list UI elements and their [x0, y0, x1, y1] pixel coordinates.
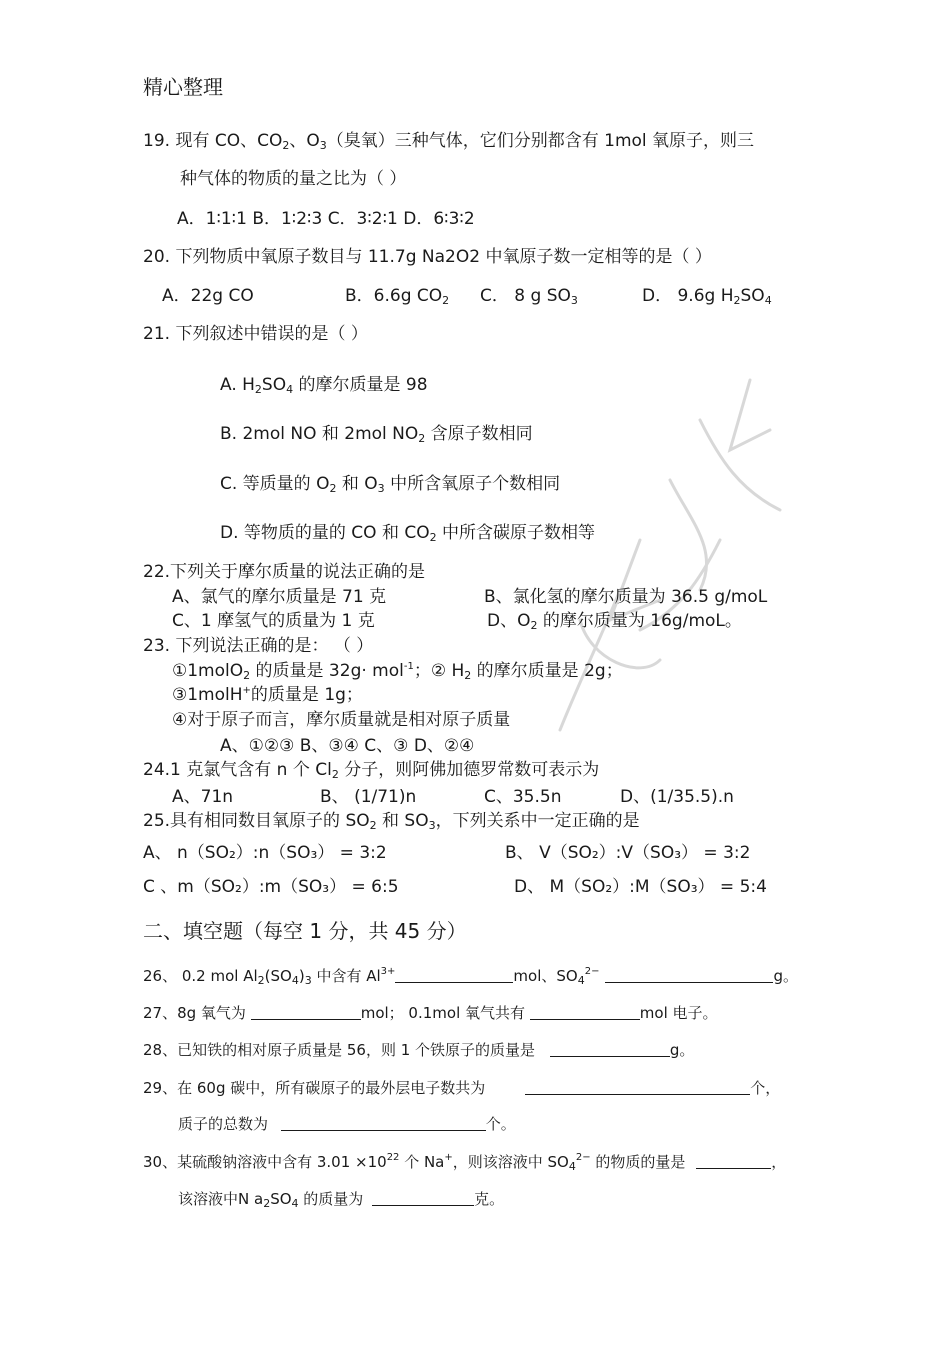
q20-stem: 20. 下列物质中氧原子数目与 11.7g Na2O2 中氧原子数一定相等的是（ ） [143, 247, 712, 267]
q19-stem-line2: 种气体的物质的量之比为（ ） [180, 169, 407, 189]
q26-blank-so4[interactable] [605, 968, 773, 983]
q20-option-b: B．6.6g $CO_2$ [345, 286, 450, 307]
q23-options: A、①②③ B、③④ C、③ D、②④ [220, 736, 475, 756]
q22-option-c: C、1 摩氢气的质量为 1 克 [172, 611, 375, 631]
q27-line: 27、8g 氧气为 mol； 0.1mol 氧气共有 mol 电子。 [143, 1004, 718, 1022]
q30-line2: 该溶液中N $a_2SO_4$ 的质量为 克。 [178, 1190, 505, 1210]
q19-stem: 19. 现有 CO、$CO_2$、$O_3$（臭氧）三种气体，它们分别都含有 1mol 氧原子，则三 [143, 131, 755, 152]
q21-option-c: C. 等质量的 $O_2$ 和 $O_3$ 中所含氧原子个数相同 [220, 474, 561, 495]
q30-line1: 30、某硫酸钠溶液中含有 $3.01 \times 10^{22}$ 个 Na+，则该溶液中 $SO_4^{2-}$ 的物质的量是 ， [143, 1152, 787, 1173]
watermark-scribble [520, 360, 820, 760]
q22-option-d: D、$O_2$ 的摩尔质量为 16g/moL。 [487, 611, 742, 632]
q22-stem: 22.下列关于摩尔质量的说法正确的是 [143, 562, 426, 582]
q25-option-d: D、 M（SO₂）:M（SO₃） = 5:4 [514, 877, 767, 897]
q27-blank-mol[interactable] [251, 1005, 361, 1020]
q26-blank-al[interactable] [395, 968, 513, 983]
q20-option-c: C． 8 g $SO_3$ [480, 286, 578, 307]
q26-line: 26、 0.2 mol $Al_2(SO_4)_3$ 中含有 $Al^{3+}$ mol、$SO_4^{2-}$ g。 [143, 966, 798, 987]
q29-blank-electrons[interactable] [525, 1080, 750, 1095]
q24-option-a: A、71n [172, 787, 234, 807]
q25-option-c: C 、m（SO₂）:m（SO₃） = 6:5 [143, 877, 399, 897]
q24-option-b: B、 (1/71)n [320, 787, 417, 807]
q21-option-d: D. 等物质的量的 CO 和 $CO_2$ 中所含碳原子数相等 [220, 523, 596, 544]
q23-stem: 23. 下列说法正确的是： （ ） [143, 636, 374, 656]
q29-line1: 29、在 60g 碳中，所有碳原子的最外层电子数共为 个， [143, 1079, 781, 1097]
q20-option-a: A．22g CO [162, 286, 254, 306]
q30-blank-moles[interactable] [696, 1154, 771, 1169]
q21-stem: 21. 下列叙述中错误的是（ ） [143, 324, 368, 344]
section-2-title: 二、填空题（每空 1 分，共 45 分） [143, 919, 467, 943]
page-header-title: 精心整理 [143, 75, 223, 99]
q23-item-3: ③1molH+的质量是 1g； [172, 685, 363, 705]
q21-option-b: B. 2mol NO 和 2mol $NO_2$ 含原子数相同 [220, 424, 533, 445]
q23-item-4: ④对于原子而言，摩尔质量就是相对原子质量 [172, 710, 511, 730]
q24-option-d: D、(1/35.5).n [620, 787, 734, 807]
q23-item-1-2: ①1molO$_2$ 的质量是 32g· mol$^{-1}$；② $H_2$ 的摩尔质量是 2g； [172, 661, 623, 682]
q30-blank-mass[interactable] [372, 1191, 474, 1206]
q29-line2: 质子的总数为 个。 [178, 1115, 516, 1133]
q24-stem: 24.1 克氯气含有 n 个 $Cl_2$ 分子，则阿佛加德罗常数可表示为 [143, 760, 600, 781]
q19-options: A．1∶1∶1 B．1∶2∶3 C．3∶2∶1 D．6∶3∶2 [177, 209, 475, 229]
q22-option-a: A、氯气的摩尔质量是 71 克 [172, 587, 387, 607]
q25-option-b: B、 V（SO₂）:V（SO₃） = 3:2 [505, 843, 751, 863]
q28-blank[interactable] [550, 1042, 670, 1057]
q24-option-c: C、35.5n [484, 787, 562, 807]
q21-option-a: A. $H_2SO_4$ 的摩尔质量是 98 [220, 375, 428, 396]
q25-stem: 25.具有相同数目氧原子的 $SO_2$ 和 $SO_3$，下列关系中一定正确的是 [143, 811, 640, 832]
q22-option-b: B、氯化氢的摩尔质量为 36.5 g/moL [484, 587, 768, 607]
q29-blank-protons[interactable] [281, 1116, 486, 1131]
q25-option-a: A、 n（SO₂）:n（SO₃） = 3:2 [143, 843, 387, 863]
q27-blank-electrons[interactable] [530, 1005, 640, 1020]
q28-line: 28、已知铁的相对原子质量是 56，则 1 个铁原子的质量是 g。 [143, 1041, 695, 1059]
q20-option-d: D． 9.6g $H_2SO_4$ [642, 286, 772, 307]
